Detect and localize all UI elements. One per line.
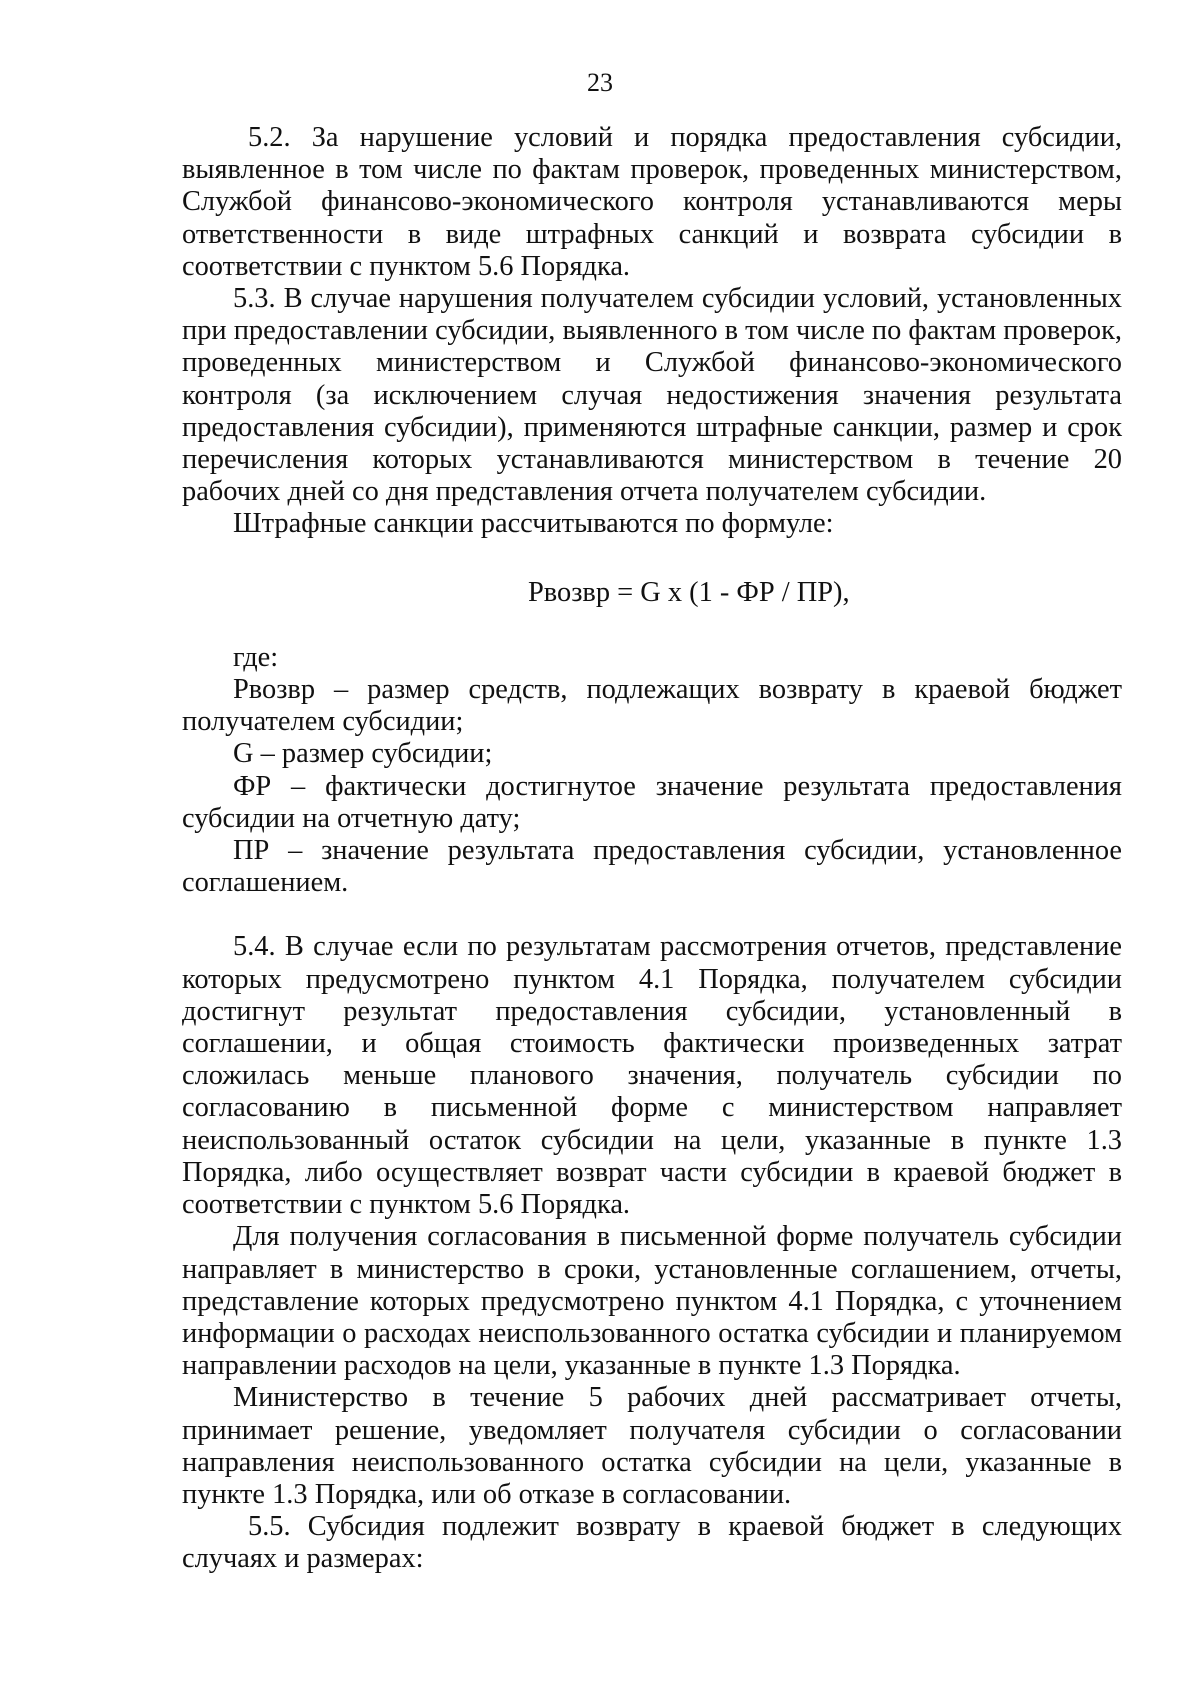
paragraph-gap [182,899,1122,931]
formula: Рвозвр = G x (1 - ФР / ПР), [528,576,850,608]
document-body [182,122,1122,1576]
definition-rvozvr: Рвозвр – размер средств, подлежащих возврату в краевой бюджет получателем субсидии; [182,674,1122,738]
definition-g: G – размер субсидии; [233,738,493,770]
paragraph-5-5: 5.5. Субсидия подлежит возврату в краевой бюджет в следующих случаях и размерах: [182,1511,1122,1575]
definition-fr: ФР – фактически достигнутое значение результата предоставления субсидии на отчетную дату; [182,770,1122,834]
paragraph-formula-intro: Штрафные санкции рассчитываются по формуле: [233,508,834,540]
paragraph-ministry-review: Министерство в течение 5 рабочих дней рассматривает отчеты, принимает решение, уведомляет получателя субсидии о согласовании направления неиспользованного остатка субсидии на цели, указанные в пункте 1.3 Порядка, или об отказе в согласовании. [182,1382,1122,1510]
paragraph-5-3: 5.3. В случае нарушения получателем субсидии условий, установленных при предоставлении субсидии, выявленного в том числе по фактам проверок, проведенных министерством и Службой финансово-экономического контроля (за исключением случая недостижения значения результата предоставления субсидии), применяются штрафные санкции, размер и срок перечисления которых устанавливаются министерством в течение 20 рабочих дней со дня представления отчета получателем субсидии. [182,283,1122,508]
paragraph-5-4: 5.4. В случае если по результатам рассмотрения отчетов, представление которых предусмотрено пунктом 4.1 Порядка, получателем субсидии достигнут результат предоставления субсидии, установленный в соглашении, и общая стоимость фактически произведенных затрат сложилась меньше планового значения, получатель субсидии по согласованию в письменной форме с министерством направляет неиспользованный остаток субсидии на цели, указанные в пункте 1.3 Порядка, либо осуществляет возврат части субсидии в краевой бюджет в соответствии с пунктом 5.6 Порядка. [182,931,1122,1221]
page-number: 23 [587,68,613,97]
definition-pr: ПР – значение результата предоставления субсидии, установленное соглашением. [182,835,1122,899]
definition-where: где: [233,641,279,673]
paragraph-5-2: 5.2. За нарушение условий и порядка предоставления субсидии, выявленное в том числе по фактам проверок, проведенных министерством, Службой финансово-экономического контроля устанавливаются меры ответственности в виде штрафных санкций и возврата субсидии в соответствии с пунктом 5.6 Порядка. [182,122,1122,282]
paragraph-approval: Для получения согласования в письменной форме получатель субсидии направляет в министерство в сроки, установленные соглашением, отчеты, представление которых предусмотрено пунктом 4.1 Порядка, с уточнением информации о расходах неиспользованного остатка субсидии и планируемом направлении расходов на цели, указанные в пункте 1.3 Порядка. [182,1221,1122,1382]
